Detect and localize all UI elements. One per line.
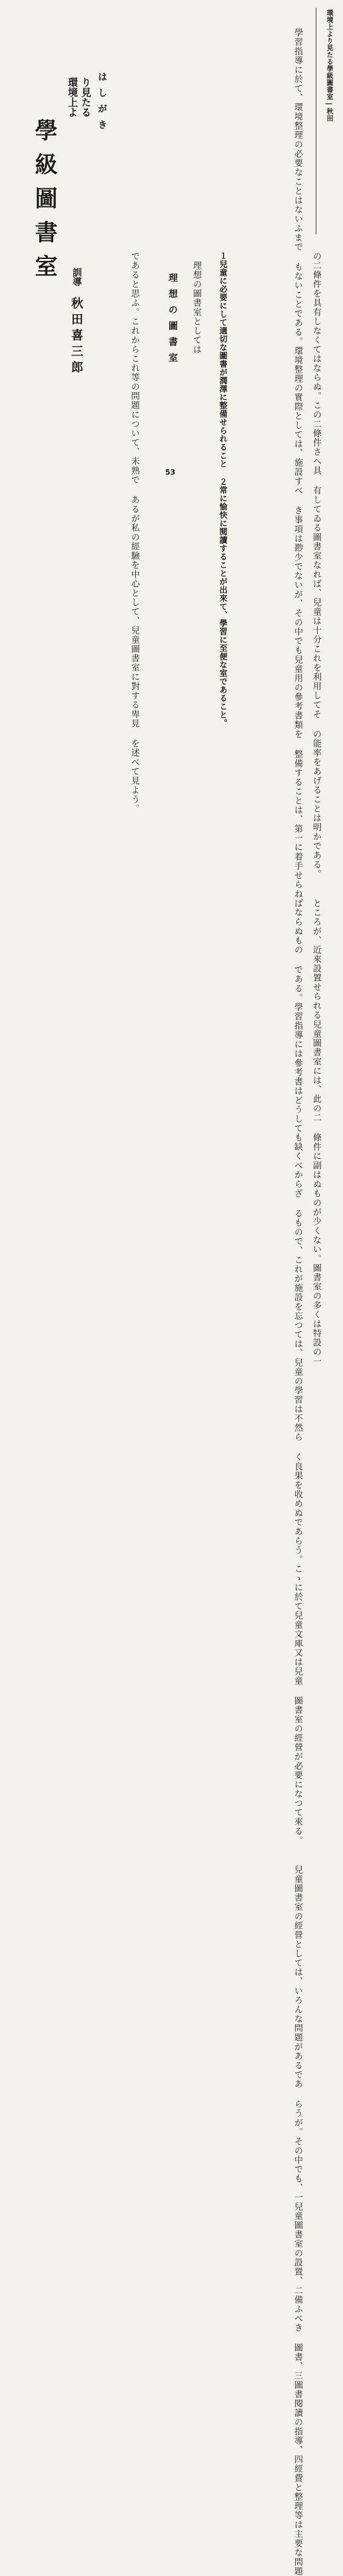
- text-line: 理想の圖書室としては: [191, 252, 201, 354]
- text-line: を述べて見よう。: [129, 739, 139, 813]
- text-line: 整備することは、第一に着手せらねばならぬもの: [292, 750, 302, 955]
- text-line: 學習指導に於て、環境整理の必要なことはないふまで: [292, 28, 302, 252]
- text-line: 兒童圖書室の經營としては、いろんな問題があるであ: [292, 1856, 302, 2089]
- text-line: であると思ふ。これからこれ等の問題について、未熟で: [129, 252, 139, 485]
- text-line: るもので、これが施設を忘つては、兒童の學習は不然ら: [292, 1209, 302, 1442]
- text-line: 條件に副はぬものが少くない。圖書室の多くは特設の一: [311, 1133, 321, 1366]
- text-line: く良果を收めぬであらう。こゝに於て兒童文庫又は兒童: [292, 1452, 302, 1685]
- lower-body-b: [309, 252, 323, 1366]
- author-name: 秋田喜三郎: [69, 297, 83, 377]
- lower-body-a: [189, 252, 203, 462]
- text-line: あるが私の經驗を中心として、兒童圖書室に對する卑見: [129, 495, 139, 728]
- text-line: き事項は尠少でないが、その中でも兒童用の參考書類を: [292, 506, 302, 739]
- title-sub-line-2: り見たる: [80, 77, 92, 117]
- running-header: 環境上より見たる學級圖書室―秋田: [325, 9, 332, 122]
- section-heading-ideal-library: 理想の圖書室: [167, 273, 178, 369]
- title-sub-line-1: 環境上よ: [67, 77, 79, 117]
- text-line: 圖書室の經營が必要になつて來る。: [292, 1696, 302, 1845]
- text-line: 圖書、三圖書閱讀の指導、四經費と整理等は主要な問題: [292, 2343, 302, 2576]
- intro-continuation: [127, 252, 141, 813]
- section-heading-preface: はしがき: [97, 72, 107, 136]
- text-line: もないことである。環境整理の實際としては、施設すべ: [292, 262, 302, 495]
- text-line: の二條件を具有しなくてはならぬ。この二條件さへ具: [311, 252, 321, 475]
- text-line: である。學習指導には參考書はどうしても缺くべからざ: [292, 965, 302, 1198]
- list-item: １兒童に必要にして適切な圖書が潤澤に整備せられること: [218, 252, 228, 468]
- condition-list: [217, 252, 228, 728]
- text-line: ところが、近來設置せられる兒童圖書室には、此の二: [311, 889, 321, 1122]
- text-line: らうが。その中でも、一兒童圖書室の設置、二備ふべき: [292, 2099, 302, 2332]
- article-title: 學級圖書室: [31, 118, 57, 288]
- text-line: の能率をあげることは明かである。: [311, 730, 321, 879]
- text-line: 有してゐる圖書室なれば、兒童は十分これを利用してそ: [311, 486, 321, 719]
- page-number: 53: [165, 468, 176, 477]
- list-item: ２常に愉快に閱讀することが出來て、學習に至便な室であること。: [218, 477, 228, 728]
- author-label: 訓導: [71, 268, 82, 286]
- upper-body-text: [290, 28, 304, 2576]
